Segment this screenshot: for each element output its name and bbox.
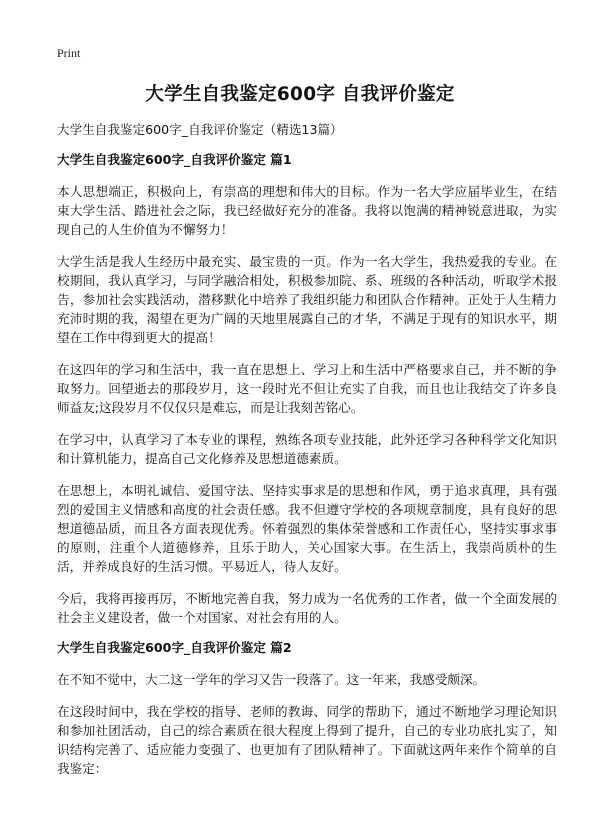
print-link[interactable]: Print	[57, 46, 81, 60]
paragraph: 大学生活是我人生经历中最充实、最宝贵的一页。作为一名大学生，我热爱我的专业。在校期间，我认真学习，与同学融洽相处，积极参加院、系、班级的各种活动，听取学术报告，参加社会实践活动，潜移默化中培养了我组织能力和团队合作精神。正处于人生精力充沛时期的我，渴望在更为广阔的天地里展露自己的才华，不满足于现有的知识水平，期望在工作中得到更大的提高！	[57, 254, 557, 345]
section-2	[57, 640, 557, 778]
paragraph: 今后，我将再接再厉，不断地完善自我，努力成为一名优秀的工作者，做一个全面发展的社会主义建设者，做一个对国家、对社会有用的人。	[57, 591, 557, 625]
document-title: 大学生自我鉴定600字 自我评价鉴定	[145, 84, 455, 105]
paragraph: 本人思想端正，积极向上，有崇高的理想和伟大的目标。作为一名大学应届毕业生，在结束大学生活、踏进社会之际，我已经做好充分的准备。我将以饱满的精神锐意进取，为实现自己的人生价值为不懈努力！	[57, 184, 557, 237]
section-heading: 大学生自我鉴定600字_自我评价鉴定 篇1	[57, 152, 292, 167]
paragraph: 在这四年的学习和生活中，我一直在思想上、学习上和生活中严格要求自己，并不断的争取努力。回望逝去的那段岁月，这一段时光不但让充实了自我，而且也让我结交了许多良师益友;这段岁月不仅仅只是难忘，而是让我刻苦铭心。	[57, 362, 557, 415]
section-heading: 大学生自我鉴定600字_自我评价鉴定 篇2	[57, 640, 292, 655]
section-1	[57, 152, 557, 627]
document-body	[57, 122, 557, 791]
paragraph: 在这段时间中，我在学校的指导、老师的教诲、同学的帮助下，通过不断地学习理论知识和参加社团活动，自己的综合素质在很大程度上得到了提升，自己的专业功底扎实了，知识结构完善了、适应能力变强了、也更加有了团队精神了。下面就这两年来作个简单的自我鉴定：	[57, 704, 557, 776]
paragraph: 在思想上，本明礼诚信、爱国守法、坚持实事求是的思想和作风，勇于追求真理，具有强烈的爱国主义情感和高度的社会责任感。我不但遵守学校的各项规章制度，具有良好的思想道德品质，而且各方面表现优秀。怀着强烈的集体荣誉感和工作责任心，坚持实事求事的原则，注重个人道德修养，且乐于助人，关心国家大事。在生活上，我崇尚质朴的生活，并养成良好的生活习惯。平易近人，待人友好。	[57, 483, 557, 574]
paragraph: 在学习中，认真学习了本专业的课程，熟练各项专业技能，此外还学习各种科学文化知识和计算机能力，提高自己文化修养及思想道德素质。	[57, 432, 557, 466]
document-subtitle: 大学生自我鉴定600字_自我评价鉴定（精选13篇）	[57, 122, 343, 137]
paragraph: 在不知不觉中，大二这一学年的学习又告一段落了。这一年来，我感受颇深。	[57, 672, 486, 687]
